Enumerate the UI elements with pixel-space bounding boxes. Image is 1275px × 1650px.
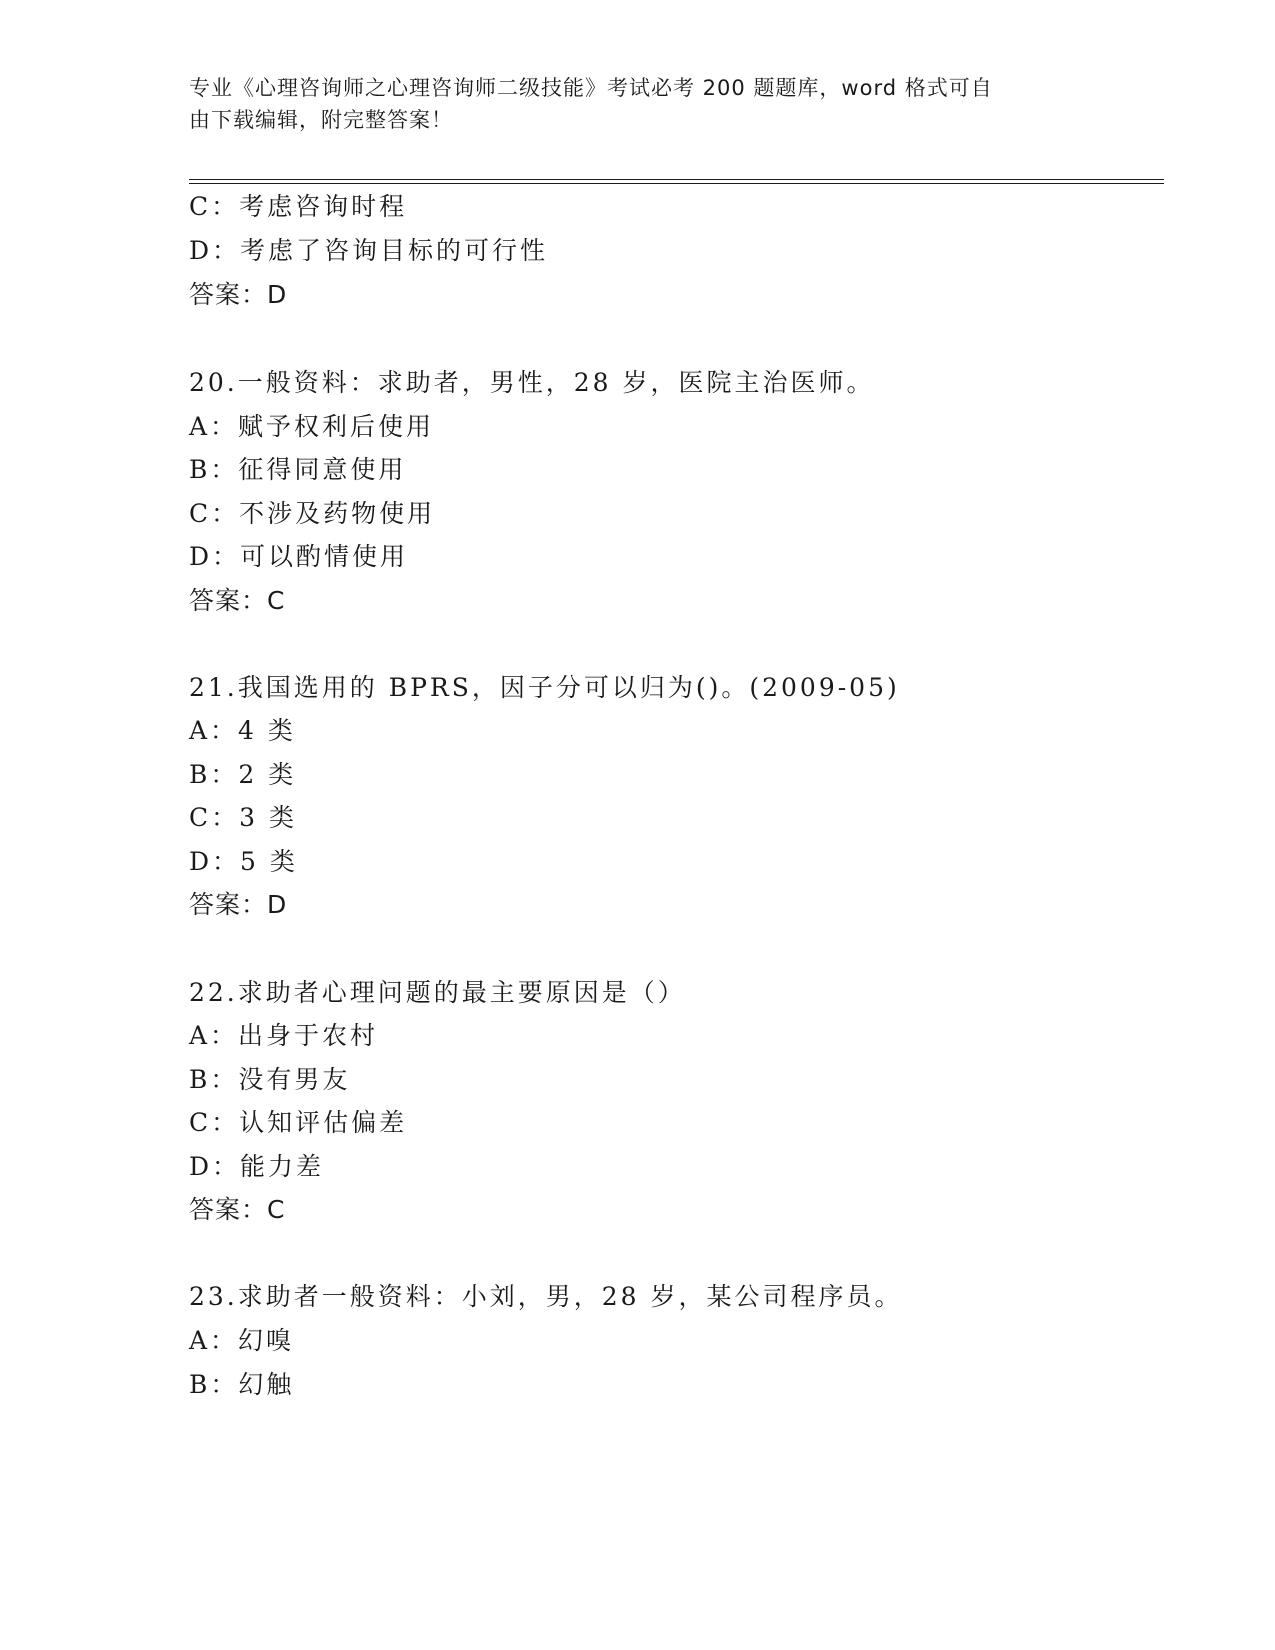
document-header — [189, 72, 1089, 136]
q23-question: 23.求助者一般资料：小刘，男，28 岁，某公司程序员。 — [189, 1282, 903, 1311]
q21-option-d: D：5 类 — [189, 847, 298, 876]
q20-answer: 答案：C — [189, 586, 286, 615]
q22-answer: 答案：C — [189, 1195, 286, 1224]
q20-option-d: D：可以酌情使用 — [189, 542, 409, 571]
q22-question: 22.求助者心理问题的最主要原因是（） — [189, 978, 686, 1007]
q20-option-a: A：赋予权利后使用 — [189, 412, 435, 441]
q23-option-a: A：幻嗅 — [189, 1326, 295, 1355]
q21-option-b: B：2 类 — [189, 760, 297, 789]
q20-option-b: B：征得同意使用 — [189, 455, 407, 484]
q19-option-c: C：考虑咨询时程 — [189, 192, 408, 221]
header-line-1: 专业《心理咨询师之心理咨询师二级技能》考试必考 200 题题库，word 格式可自 — [189, 76, 993, 100]
q19-answer: 答案：D — [189, 280, 288, 309]
q21-option-c: C：3 类 — [189, 803, 297, 832]
q19-option-d: D：考虑了咨询目标的可行性 — [189, 236, 549, 265]
header-divider-top — [189, 179, 1164, 180]
q20-question: 20.一般资料：求助者，男性，28 岁，医院主治医师。 — [189, 368, 875, 397]
q22-option-d: D：能力差 — [189, 1152, 325, 1181]
q22-option-a: A：出身于农村 — [189, 1021, 379, 1050]
q22-option-b: B：没有男友 — [189, 1065, 351, 1094]
q20-option-c: C：不涉及药物使用 — [189, 499, 436, 528]
q22-option-c: C：认知评估偏差 — [189, 1108, 408, 1137]
q21-answer: 答案：D — [189, 890, 288, 919]
q23-option-b: B：幻触 — [189, 1370, 295, 1399]
header-line-2: 由下载编辑，附完整答案！ — [189, 108, 453, 132]
q21-question: 21.我国选用的 BPRS，因子分可以归为()。(2009-05) — [189, 673, 900, 702]
header-divider-bottom — [189, 183, 1164, 184]
q21-option-a: A：4 类 — [189, 716, 296, 745]
